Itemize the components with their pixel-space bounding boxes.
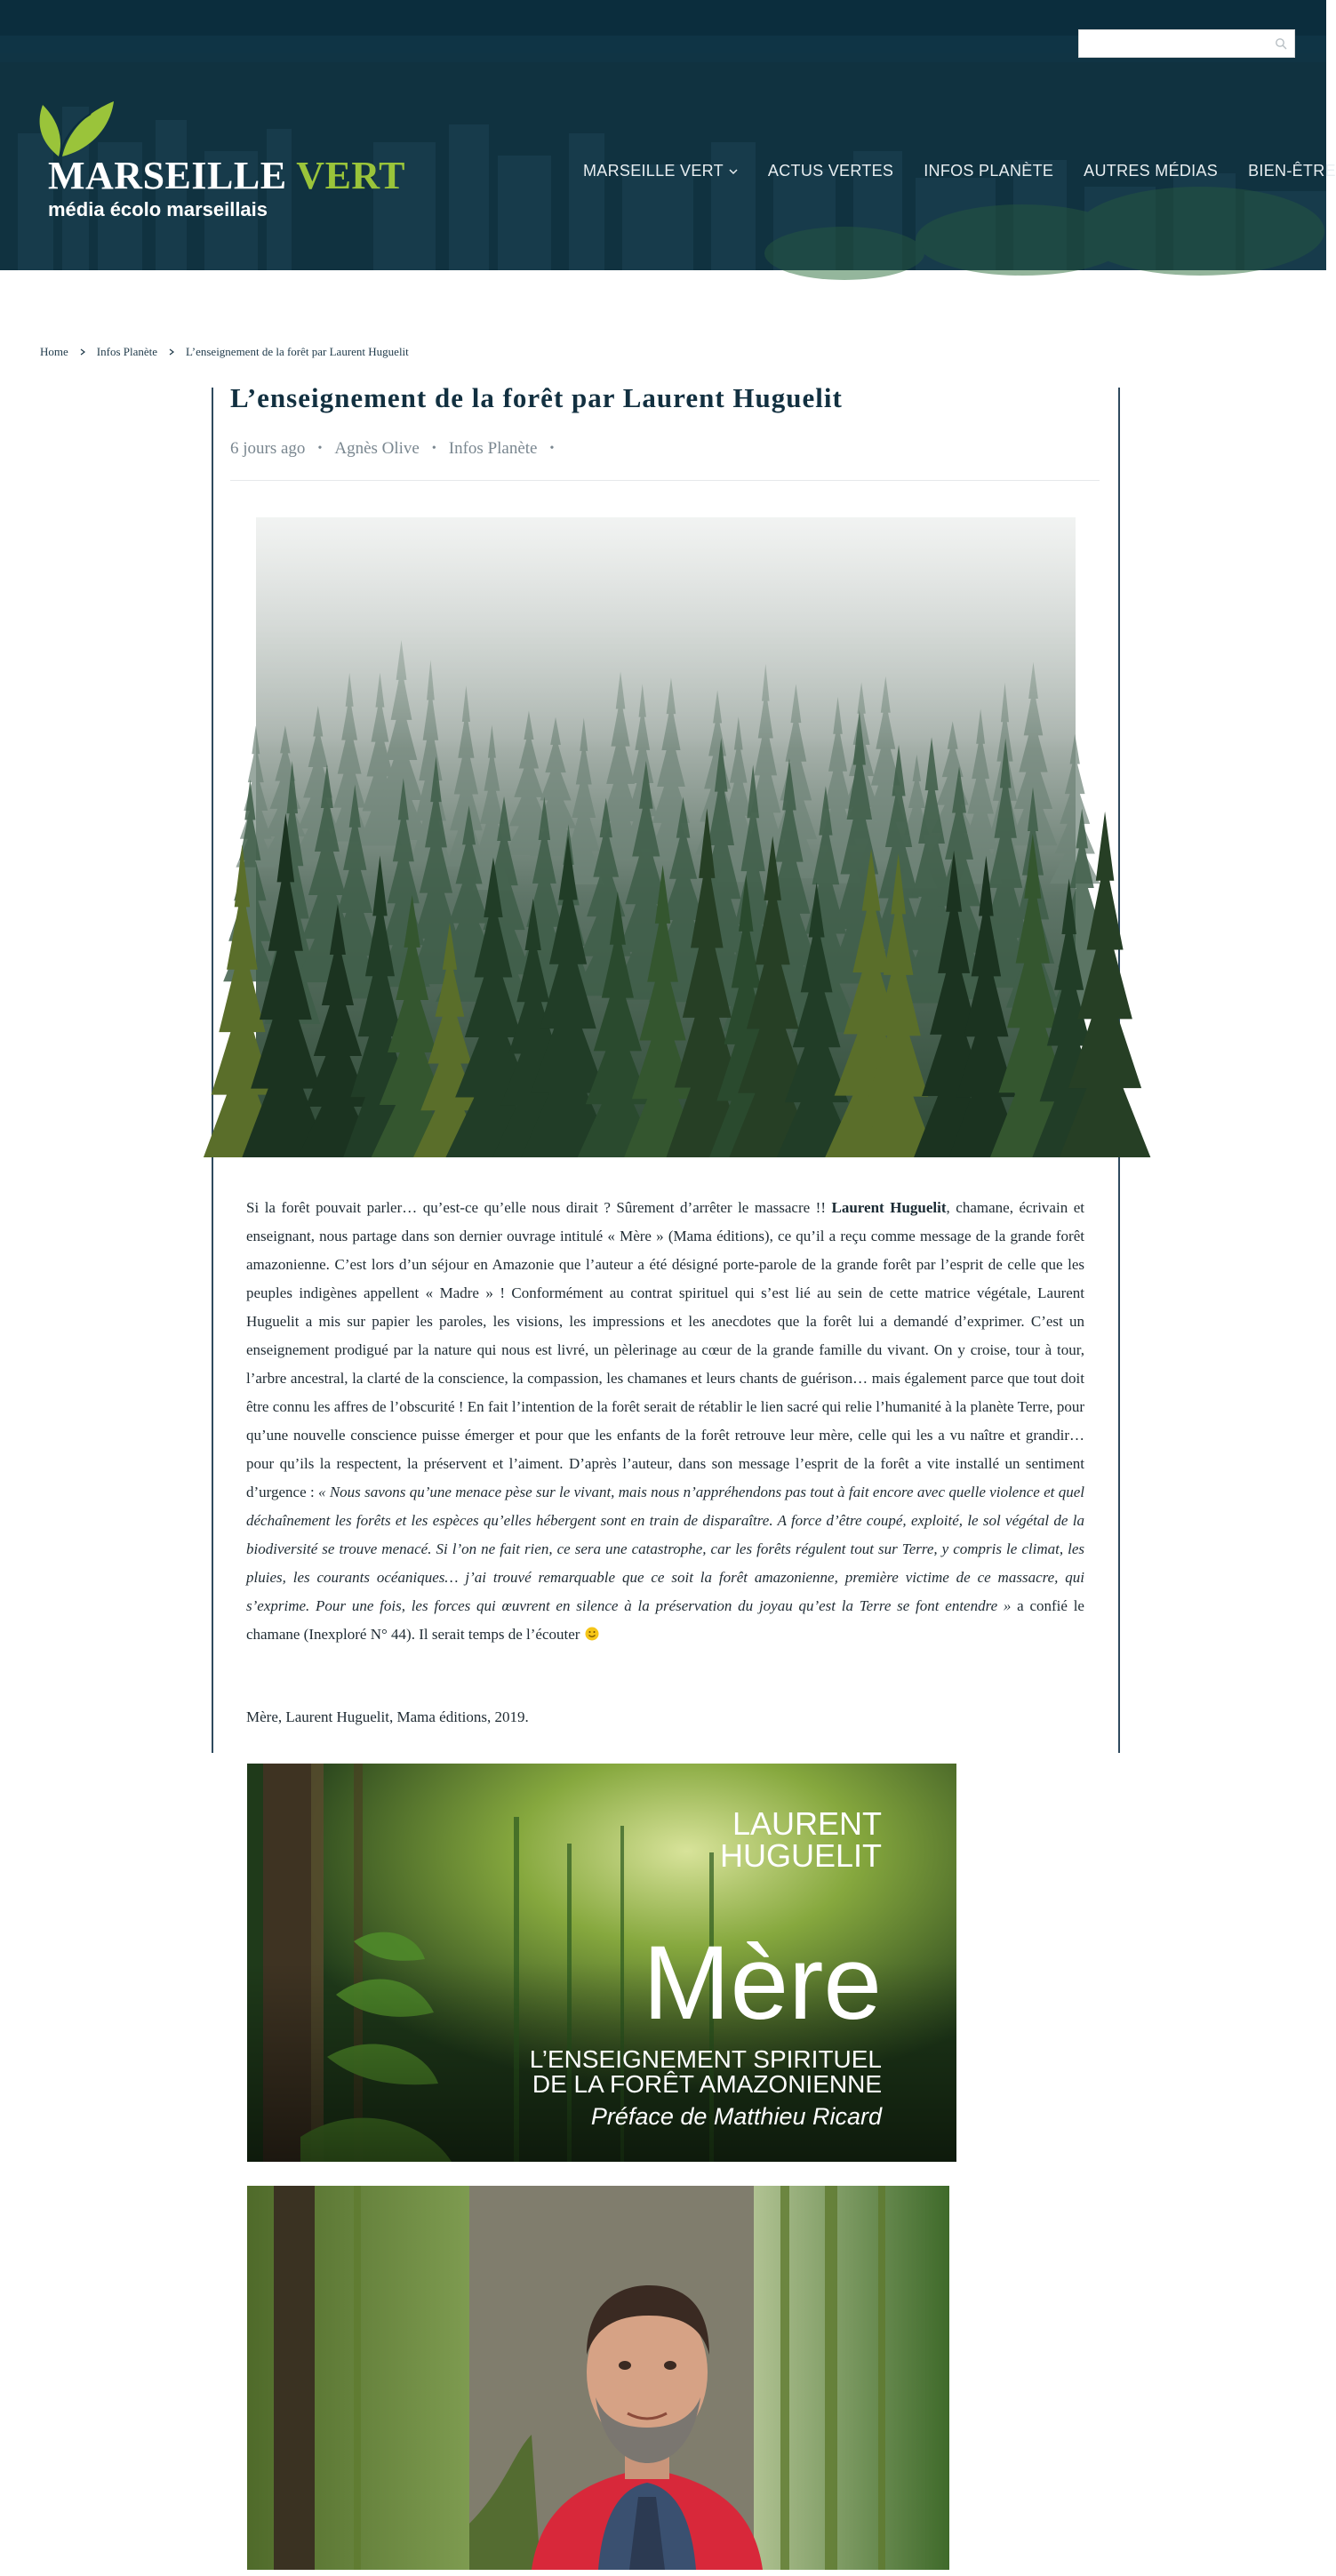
breadcrumb-home[interactable]: Home <box>40 345 68 358</box>
breadcrumb-current: L’enseignement de la forêt par Laurent Huguelit <box>186 345 409 358</box>
nav-marseille-vert[interactable]: MARSEILLE VERT <box>583 162 738 180</box>
cover-preface: Préface de Matthieu Ricard <box>590 2103 882 2130</box>
article-body: Si la forêt pouvait parler… qu’est-ce qu’elle nous dirait ? Sûrement d’arrêter le massacre !! Laurent Huguelit, chamane, écrivain et enseignant, nous partage dans son dernier ouvrage intitulé « Mère » (Mama éditions), ce qu’il a reçu comme message de la grande forêt amazonienne. C’est lors d’un séjour en Amazonie que l’auteur a été désigné porte-parole de la grande forêt par l’esprit de celle que les peuples indigènes appellent « Madre » ! Conformément au contrat spirituel qui s’est lié au sein de cette matrice végétale, Laurent Huguelit a mis sur papier les paroles, les visions, les impressions et les anecdotes que la forêt lui a demandé d’exprimer. C’est un enseignement prodigué par la nature qui nous est livré, un pèlerinage au cœur de la grande famille du vivant. On y croise, tour à tour, l’arbre ancestral, la clarté de la conscience, la compassion, les chamanes et leurs chants de guérison… mais également parce que tout doit être connu les affres de l’obscurité ! En fait l’intention de la forêt serait de rétablir le lien sacré qui relie l’humanité à la planète Terre, pour qu’une nouvelle conscience puisse émerger et pour que les enfants de la forêt retrouve leur mère, celle qui les a vu naître et grandir… pour qu’ils la respectent, la préservent et l’aiment. D’après l’auteur, dans son message l’esprit de la forêt a vite installé un sentiment d’urgence : « Nous savons qu’une menace pèse sur le vivant, mais nous n’appréhendons pas tout à fait encore avec quelle violence et quel déchaînement les forêts et les espèces qu’elles hébergent sont en train de disparaître. A force d’être coupé, exploité, le sol végétal de la biodiversité se trouve menacé. Si l’on ne fait rien, ce sera une catastrophe, car les forêts régulent tout sur Terre, y compris le climat, les pluies, les courants océaniques… j’ai trouvé remarquable que ce soit la forêt amazonienne, première victime de ce massacre, qui s’exprime. Pour une fois, les forces qui œuvrent en silence à la préservation du joyau qu’est la Terre se font entendre » a confié le chamane (Inexploré N° 44). Il serait temps de l’écouter <box>246 1199 1084 1643</box>
author-name-bold: Laurent Huguelit <box>831 1199 947 1216</box>
meta-separator: • <box>549 442 555 455</box>
main-navigation <box>583 162 1336 180</box>
site-logo[interactable] <box>32 98 405 222</box>
nav-bien-etre[interactable]: BIEN-ÊTRE <box>1248 162 1336 180</box>
article-date: 6 jours ago <box>230 439 306 458</box>
cover-subtitle-line1: L’ENSEIGNEMENT SPIRITUEL <box>529 2045 882 2073</box>
nav-autres-medias[interactable]: AUTRES MÉDIAS <box>1084 162 1219 180</box>
chevron-down-icon <box>729 167 738 176</box>
chevron-right-icon <box>79 348 86 356</box>
search-box[interactable] <box>1078 29 1295 58</box>
meta-separator: • <box>317 442 323 455</box>
search-input[interactable] <box>1079 30 1294 57</box>
forest-hero-image <box>256 517 1076 1148</box>
site-header <box>0 0 1336 270</box>
breadcrumb <box>40 345 409 359</box>
article-quote: « Nous savons qu’une menace pèse sur le vivant, mais nous n’appréhendons pas tout à fait encore avec quelle violence et quel déchaînement les forêts et les espèces qu’elles hébergent sont en train de disparaître. A force d’être coupé, exploité, le sol végétal de la biodiversité se trouve menacé. Si l’on ne fait rien, ce sera une catastrophe, car les forêts régulent tout sur Terre, y compris le climat, les pluies, les courants océaniques… j’ai trouvé remarquable que ce soit la forêt amazonienne, première victime de ce massacre, qui s’exprime. Pour une fois, les forces qui œuvrent en silence à la préservation du joyau qu’est la Terre se font entendre » <box>246 1484 1084 1614</box>
meta-separator: • <box>431 442 436 455</box>
cover-author-line1: LAURENT <box>732 1805 882 1842</box>
brand-name: MARSEILLE VERT <box>48 154 405 197</box>
leaves-logo-icon <box>32 98 121 160</box>
book-reference: Mère, Laurent Huguelit, Mama éditions, 2019. <box>246 1708 529 1725</box>
breadcrumb-category[interactable]: Infos Planète <box>96 345 158 358</box>
article-category[interactable]: Infos Planète <box>448 439 538 458</box>
nav-actus-vertes[interactable]: ACTUS VERTES <box>767 162 894 180</box>
chevron-right-icon <box>168 348 175 356</box>
author-portrait-image <box>247 2186 949 2570</box>
book-cover-image <box>247 1764 956 2162</box>
article-title: L’enseignement de la forêt par Laurent Huguelit <box>230 382 843 413</box>
meta-divider <box>230 480 1100 481</box>
cover-subtitle-line2: DE LA FORÊT AMAZONIENNE <box>532 2070 882 2098</box>
cover-author-line2: HUGUELIT <box>719 1837 882 1874</box>
article-meta <box>230 439 566 459</box>
article-author[interactable]: Agnès Olive <box>334 439 420 458</box>
nav-infos-planete[interactable]: INFOS PLANÈTE <box>924 162 1054 180</box>
smiley-emoji-icon <box>585 1627 599 1641</box>
search-icon[interactable] <box>1275 37 1287 50</box>
brand-tagline: média écolo marseillais <box>48 198 268 220</box>
cover-book-title: Mère <box>643 1924 882 2042</box>
